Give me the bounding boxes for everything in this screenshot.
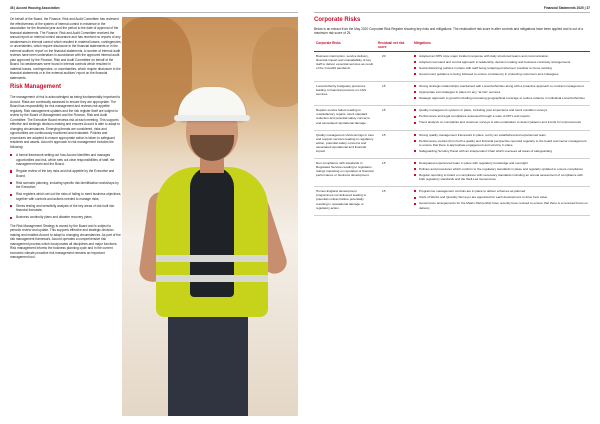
column-header-risk: Corporate Risks bbox=[314, 40, 376, 52]
mitigation-item: Social distancing policies in place with staff being redeployed wherever possible to home working bbox=[414, 66, 588, 70]
corporate-risks-heading: Corporate Risks bbox=[314, 17, 361, 23]
list-item: A formal framework setting out how Accord identifies and manages opportunities and risk, which sets out clear responsibilities of staff, the management team and the Board; bbox=[10, 153, 122, 167]
header-page-number: 37 bbox=[586, 6, 590, 10]
table-row bbox=[314, 81, 590, 105]
risk-cell: Business interruption, service delivery, financial impact and unavailability of key staff to deliver essential services as result of the Covid19 pandemic. bbox=[314, 51, 376, 81]
mitigation-item: Regular reporting to board on compliance with necessary standards including an annual assessment of compliance with both regulatory standards and the Well-Led Governance bbox=[414, 173, 588, 181]
risk-management-paragraph: The management of risk is acknowledged as being fundamentally important to Accord. Risks are continually assessed to ensure they are appropriate. The Board has responsibility for risk management and reviews risk appetite regularly. Risk management updates and the risk register itself are subject to review by the Board of Management and the Finance, Risk and Audit Committee. The Executive Board reviews risk at each meeting. This supports effective and strategic decision-making and ensures Accord is able to adapt to changing circumstances. Emerging threats are considered, risks and opportunities are continuously monitored and evaluated. Policies and procedures are adopted to ensure appropriate action is taken to safeguard residents and assets. Accord's approach to risk management includes the following: bbox=[10, 95, 121, 149]
mitigation-item: Strong quality management framework in place, led by an established and experienced team bbox=[414, 133, 588, 137]
mitigation-item: Governance arrangements for the Matrix Partnership have recently been revised to ensure that there is a renewed focus on delivery bbox=[414, 201, 588, 209]
mitigation-item: Appropriate exit strategies in place for any "at risk" services bbox=[414, 90, 588, 94]
risk-cell: Quality management shortcomings in care and support services leading to regulatory action, potential safety concerns and associated reputational and financial impact bbox=[314, 130, 376, 158]
mitigation-item: Government guidance is being followed to ensure consistency in protecting customers and colleagues bbox=[414, 72, 588, 76]
worker-trousers bbox=[168, 307, 248, 416]
table-row bbox=[314, 158, 590, 186]
background-tree bbox=[252, 27, 298, 107]
column-header-mitigations: Mitigations bbox=[412, 40, 590, 52]
worker-beard bbox=[190, 135, 234, 161]
risk-cell: Non-compliance with standards in Regulated Services leading to regulators ratings impacting on reputation & financial performance or business development. bbox=[314, 158, 376, 186]
list-item: Regular review of the key risks and risk appetite by the Executive and Board; bbox=[10, 169, 122, 178]
vest-reflective-stripe bbox=[156, 275, 268, 282]
list-item: Stress testing and sensitivity analysis of the key areas of risk built into financial forecasts; bbox=[10, 204, 122, 213]
mitigation-item: Policies and procedures which conform to the regulatory standards in place and regularly updated to ensure compliance bbox=[414, 167, 588, 171]
risk-management-heading: Risk Management bbox=[10, 84, 62, 90]
mitigations-cell bbox=[412, 187, 590, 215]
table-row bbox=[314, 130, 590, 158]
table-row bbox=[314, 51, 590, 81]
page-header-right: Financial Statements 2020 | 37 bbox=[543, 6, 590, 10]
mitigation-item: Safeguarding Scrutiny Panel with an independent Chair which oversees all areas of safeguarding bbox=[414, 149, 588, 153]
mitigation-item: Adopted an NHS style major incident response with daily structured teams and communication bbox=[414, 54, 588, 58]
score-cell: 15 bbox=[376, 130, 412, 158]
mitigation-item: Strategic approach to growth including increasing geographical coverage to reduce reliance in individual Local Authorities bbox=[414, 96, 588, 100]
table-row bbox=[314, 106, 590, 130]
table-row bbox=[314, 187, 590, 215]
header-title: Financial Statements 2020 bbox=[543, 6, 584, 10]
header-rule-right bbox=[314, 12, 590, 13]
worker-photo bbox=[122, 17, 298, 416]
internal-control-paragraph: On behalf of the Board, the Finance, Risk and Audit Committee has reviewed the effectiveness of the system of internal control in existence in the association for the financial year and the period to the date of approval of the financial statements. The Finance, Risk and Audit Committee received the annual report on internal control assurance and has received no reports of any weaknesses in internal control which resulted in material losses, contingencies, or uncertainties, which require disclosure in the financial statements or in the external auditors' report on the financial statements. A number of internal audit reviews have been undertaken in accordance with the approved internal audit plan approved by the Finance, Risk and Audit Committee on behalf of the Board. No weaknesses were found in internal controls which resulted in material losses, contingencies, or uncertainties, which require disclosure in the financial statements or in the external auditors' report on the financial statements. bbox=[10, 17, 122, 80]
page-header-left: 36 | Accord Housing Association bbox=[10, 6, 60, 10]
mitigation-item: Performance metrics (from both a quality and financial perspective reported regularly to the board and senior management to ensure that there is appropriate engagement and scrutiny in place bbox=[414, 139, 588, 147]
score-cell: 15 bbox=[376, 158, 412, 186]
risk-approach-list bbox=[10, 153, 122, 220]
score-cell: 15 bbox=[376, 106, 412, 130]
header-rule-left bbox=[10, 12, 298, 13]
table-header-row bbox=[314, 40, 590, 52]
list-item: Business continuity plans and disaster recovery plans. bbox=[10, 215, 122, 220]
mitigations-cell bbox=[412, 81, 590, 105]
mitigation-item: Programme management controls are in place to deliver schemes as planned bbox=[414, 189, 588, 193]
vest-reflective-stripe bbox=[156, 255, 268, 262]
column-header-score: Residual/ net risk score bbox=[376, 40, 412, 52]
corporate-risks-table bbox=[314, 40, 590, 216]
mitigations-cell bbox=[412, 51, 590, 81]
hard-hat-brim bbox=[174, 115, 250, 121]
score-cell: 15 bbox=[376, 187, 412, 215]
mitigation-item: Performance and legal compliance assessed through a suite of KPI's and reports bbox=[414, 114, 588, 118]
mitigations-cell bbox=[412, 106, 590, 130]
corporate-risks-intro: Below is an extract from the May 2020 Corporate Risk Register showing key risks and mitigations. The residual/net risk score is after controls and mitigations have been applied and is out of a maximum risk score of 25. bbox=[314, 27, 584, 36]
risk-cell: Repairs service failure leading to unsatisfactory repairs, stock standard reduction and potential safety concerns and associated reputational damage. bbox=[314, 106, 376, 130]
right-text-column bbox=[314, 17, 590, 216]
mitigation-item: Quality management systems in place, including post inspections and stock condition surveys bbox=[414, 108, 588, 112]
list-item: Risk scenario planning, including specific risk identification workshops by the Executive; bbox=[10, 181, 122, 190]
mitigation-item: Adopted command and control approach to leadership, decision making and business continuity arrangements bbox=[414, 60, 588, 64]
mitigation-item: Trend analysis on complaints and customer surveys is also undertaken to detect patterns and trends for improvements bbox=[414, 120, 588, 124]
score-cell: 20 bbox=[376, 51, 412, 81]
mitigation-item: Designated experienced team in place with regulatory knowledge and oversight bbox=[414, 161, 588, 165]
mitigations-cell bbox=[412, 158, 590, 186]
mitigations-cell bbox=[412, 130, 590, 158]
left-text-column bbox=[10, 17, 122, 264]
risk-strategy-paragraph: The Risk Management Strategy is owned by the Board and is subject to periodic review and update. This supports effective and strategic decision-making and enables Accord to adapt to changing circumstances. As part of the risk management framework, Accord operates a comprehensive risk management process which incorporates all disciplines and major functions. Risk management informs the business planning cycle and in the current economic climate proactive risk management remains an important management tool. bbox=[10, 223, 121, 260]
mitigation-item: Clerk of Works and Quantity Surveyor are appointed for each development to drive best value bbox=[414, 195, 588, 199]
list-item: Risk registers which set out the risks of failing to meet business objectives, together with controls and actions needed to manage risks; bbox=[10, 192, 122, 201]
mitigation-item: Strong strategic relationships maintained with Local Authorities along with a proactive approach to contract management bbox=[414, 84, 588, 88]
risk-cell: Homes England development programmes not delivered leading to potential contract failure potentially resulting in reputational damage or regulatory action. bbox=[314, 187, 376, 215]
risk-cell: Local Authority budgetary pressures leading to financial pressure on C&S services. bbox=[314, 81, 376, 105]
score-cell: 15 bbox=[376, 81, 412, 105]
